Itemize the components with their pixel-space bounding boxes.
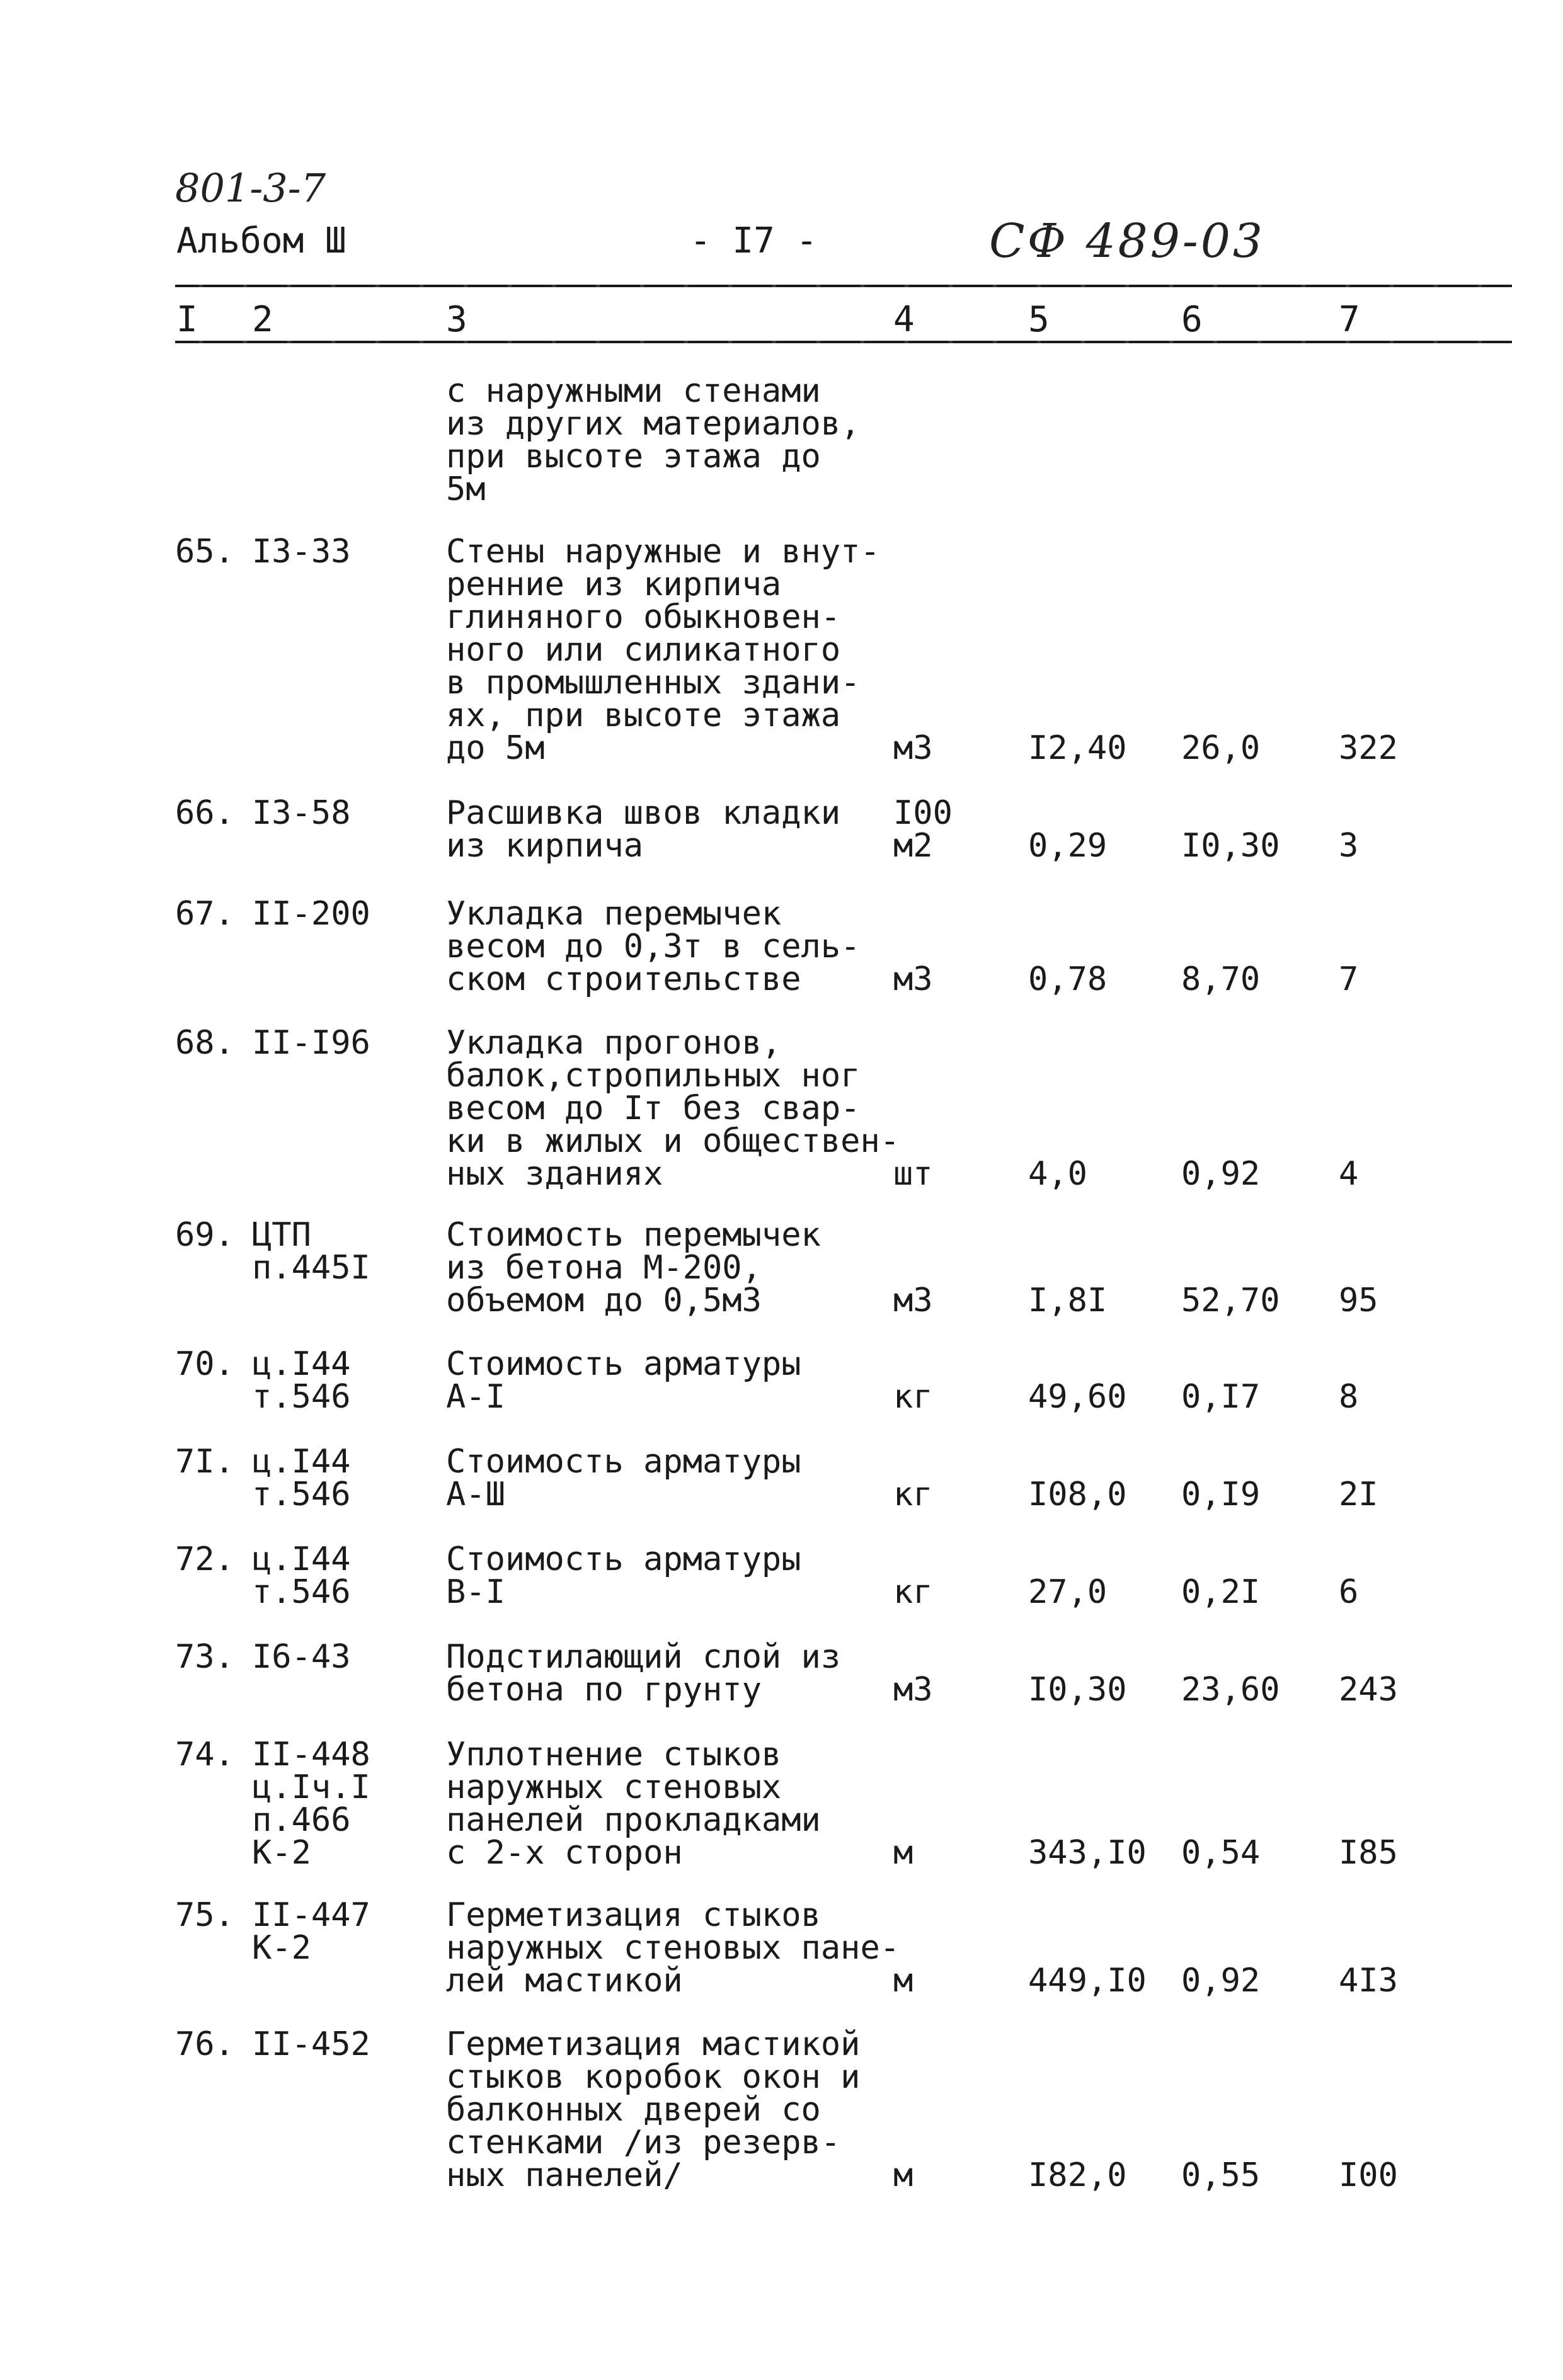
row-quantity: I,8I [1028,1282,1108,1319]
row-total: 322 [1339,729,1398,767]
row-description-line: Герметизация мастикой [446,2025,861,2063]
row-unit-line: шт [893,1155,933,1193]
row-description-line: объемом до 0,5м3 [446,1282,762,1319]
row-total: 8 [1339,1378,1359,1416]
row-number: 73. [175,1638,234,1676]
row-description-line: бетона по грунту [446,1671,762,1709]
row-description-line: до 5м [446,729,545,767]
row-number: 67. [175,895,234,933]
row-description-line: балок,стропильных ног [446,1057,861,1095]
row-unit [893,1378,933,1416]
row-unit-line: м [893,1834,913,1872]
row-number: 69. [175,1216,234,1254]
row-code [252,1024,370,1062]
row-unit-line: кг [893,1378,933,1416]
row-unit [893,2156,913,2194]
row-number: 65. [175,533,234,571]
row-total: I00 [1339,2156,1398,2194]
col-header-3: 3 [446,299,467,340]
row-description [446,1896,900,2000]
row-unit-line: м3 [893,1671,933,1709]
row-unit-line: м3 [893,729,933,767]
row-total: 3 [1339,827,1359,865]
row-code [252,1896,370,1967]
row-code [252,895,370,933]
row-unit-price: 0,92 [1181,1962,1261,2000]
row-number: 70. [175,1345,234,1383]
row-unit-line: м2 [893,827,933,865]
row-unit-line: м3 [893,960,933,998]
row-quantity: 27,0 [1028,1573,1108,1611]
row-description [446,535,880,765]
row-description [446,1216,821,1319]
row-description-line: Расшивка швов кладки [446,794,841,832]
row-code [252,2025,370,2063]
row-total: 4 [1339,1155,1359,1193]
row-description-line: Стоимость перемычек [446,1216,821,1254]
row-code-line: ц.I44 [252,1443,351,1481]
row-description [446,372,861,508]
row-unit-line: кг [893,1476,933,1513]
row-number: 75. [175,1896,234,1934]
row-description-line: Укладка прогонов, [446,1024,782,1062]
row-code-line: т.546 [252,1476,351,1513]
row-description-line: ных панелей/ [446,2156,683,2194]
row-code-line: п.445I [252,1249,370,1287]
row-total: 243 [1339,1671,1398,1709]
row-description-line: с наружными стенами [446,372,821,410]
row-unit-line: м [893,1962,913,2000]
row-description-line: ском строительстве [446,960,801,998]
row-code-line: ц.Iч.I [252,1768,370,1806]
row-description-line: ки в жилых и обществен- [446,1122,900,1160]
sheet-code-handwritten: СФ 489-03 [989,214,1265,268]
row-unit [893,1573,933,1611]
row-description-line: ных зданиях [446,1155,663,1193]
row-total: 2I [1339,1476,1378,1513]
row-code-line: т.546 [252,1378,351,1416]
row-unit [893,1155,933,1193]
row-total: I85 [1339,1834,1398,1872]
row-description-line: весом до Iт без свар- [446,1090,861,1127]
row-description-line: Стоимость арматуры [446,1540,801,1578]
row-unit-price: 52,70 [1181,1282,1280,1319]
col-header-6: 6 [1181,299,1203,340]
row-number: 76. [175,2025,234,2063]
row-number: 7I. [175,1443,234,1481]
row-description [446,2025,861,2194]
row-quantity: I82,0 [1028,2156,1127,2194]
row-unit-line: м [893,2156,913,2194]
row-description-line: стенками /из резерв- [446,2124,841,2161]
col-header-5: 5 [1028,299,1050,340]
row-total: 7 [1339,960,1359,998]
row-unit-price: 0,92 [1181,1155,1261,1193]
row-code-line: II-452 [252,2025,370,2063]
row-code [252,794,351,832]
row-unit [893,1834,913,1872]
row-code-line: т.546 [252,1573,351,1611]
row-unit [893,794,953,865]
row-unit-line: кг [893,1573,933,1611]
row-description-line: Стоимость арматуры [446,1345,801,1383]
row-code-line: II-448 [252,1736,370,1774]
row-code [252,1540,351,1611]
col-header-1: I [176,299,198,340]
row-unit [893,960,933,998]
row-description-line: Подстилающий слой из [446,1638,841,1676]
row-quantity: 449,I0 [1028,1962,1147,2000]
row-total: 4I3 [1339,1962,1398,2000]
row-description-line: Стоимость арматуры [446,1443,801,1481]
row-description-line: лей мастикой [446,1962,683,2000]
row-code [252,533,351,571]
row-unit-line: I00 [893,794,953,832]
row-unit-line: м3 [893,1282,933,1319]
row-description [446,1445,801,1511]
row-description-line: из других материалов, [446,405,861,443]
row-unit-price: 23,60 [1181,1671,1280,1709]
row-description-line: стыков коробок окон и [446,2058,861,2096]
row-code-line: II-447 [252,1896,370,1934]
row-code-line: I3-33 [252,533,351,571]
row-code-line: К-2 [252,1929,311,1967]
row-description-line: глиняного обыкновен- [446,598,841,636]
row-description-line: ного или силикатного [446,631,841,669]
row-description [446,1638,841,1709]
row-unit-price: 8,70 [1181,960,1261,998]
row-description-line: наружных стеновых пане- [446,1929,900,1967]
table-top-rule [175,285,1512,287]
row-code [252,1736,370,1872]
row-code-line: ц.I44 [252,1540,351,1578]
row-description [446,1540,801,1611]
col-header-7: 7 [1339,299,1360,340]
row-description-line: А-I [446,1378,505,1416]
row-description-line: Стены наружные и внут- [446,533,880,571]
doc-code-handwritten: 801-3-7 [175,165,326,211]
row-unit-price: 0,I9 [1181,1476,1261,1513]
table-header-rule [175,341,1512,343]
row-code-line: п.466 [252,1801,351,1839]
row-description-line: из кирпича [446,827,644,865]
row-total: 95 [1339,1282,1378,1319]
row-description-line: панелей прокладками [446,1801,821,1839]
row-description-line: с 2-х сторон [446,1834,683,1872]
row-description-line: балконных дверей со [446,2091,821,2129]
row-quantity: 0,29 [1028,827,1108,865]
row-code-line: ЦТП [252,1216,311,1254]
row-quantity: I2,40 [1028,729,1127,767]
row-description-line: Уплотнение стыков [446,1736,782,1774]
row-unit [893,1284,933,1317]
page-number: - I7 - [690,220,818,261]
row-description-line: весом до 0,3т в сель- [446,928,861,965]
row-description [446,897,860,996]
col-header-2: 2 [252,299,273,340]
row-code-line: I6-43 [252,1638,351,1676]
row-description-line: А-Ш [446,1476,505,1513]
row-quantity: I0,30 [1028,1671,1127,1709]
row-unit [893,1962,913,2000]
row-code-line: ц.I44 [252,1345,351,1383]
row-description-line: при высоте этажа до [446,438,821,475]
row-unit-price: 0,55 [1181,2156,1261,2194]
row-quantity: I08,0 [1028,1476,1127,1513]
row-code [252,1445,351,1511]
col-header-4: 4 [893,299,915,340]
row-description-line: Укладка перемычек [446,895,782,933]
row-unit-price: 26,0 [1181,729,1261,767]
row-unit [893,1671,933,1709]
row-description [446,1024,900,1193]
row-unit-price: 0,2I [1181,1573,1261,1611]
row-description [446,1345,801,1416]
row-code [252,1638,351,1676]
row-description [446,1736,821,1872]
row-description-line: в промышленных здани- [446,664,861,702]
row-number: 66. [175,794,234,832]
row-unit-price: 0,54 [1181,1834,1261,1872]
row-number: 68. [175,1024,234,1062]
row-total: 6 [1339,1573,1359,1611]
row-description-line: ях, при высоте этажа [446,697,841,734]
row-quantity: 0,78 [1028,960,1108,998]
row-code-line: II-200 [252,895,370,933]
row-code [252,1216,370,1287]
row-description-line: наружных стеновых [446,1768,782,1806]
row-quantity: 4,0 [1028,1155,1087,1193]
row-code [252,1345,351,1416]
row-unit [893,1478,933,1511]
row-quantity: 343,I0 [1028,1834,1147,1872]
row-code-line: II-I96 [252,1024,370,1062]
row-number: 74. [175,1736,234,1774]
row-description-line: ренние из кирпича [446,566,782,603]
row-description-line: Герметизация стыков [446,1896,821,1934]
row-unit [893,729,933,767]
row-quantity: 49,60 [1028,1378,1127,1416]
row-unit-price: I0,30 [1181,827,1280,865]
row-code-line: К-2 [252,1834,311,1872]
row-description-line: В-I [446,1573,505,1611]
row-description-line: из бетона М-200, [446,1249,762,1287]
row-description [446,794,841,865]
row-unit-price: 0,I7 [1181,1378,1261,1416]
row-number: 72. [175,1540,234,1578]
album-label: Альбом Ш [176,220,346,261]
row-description-line: 5м [446,470,486,508]
row-code-line: I3-58 [252,794,351,832]
